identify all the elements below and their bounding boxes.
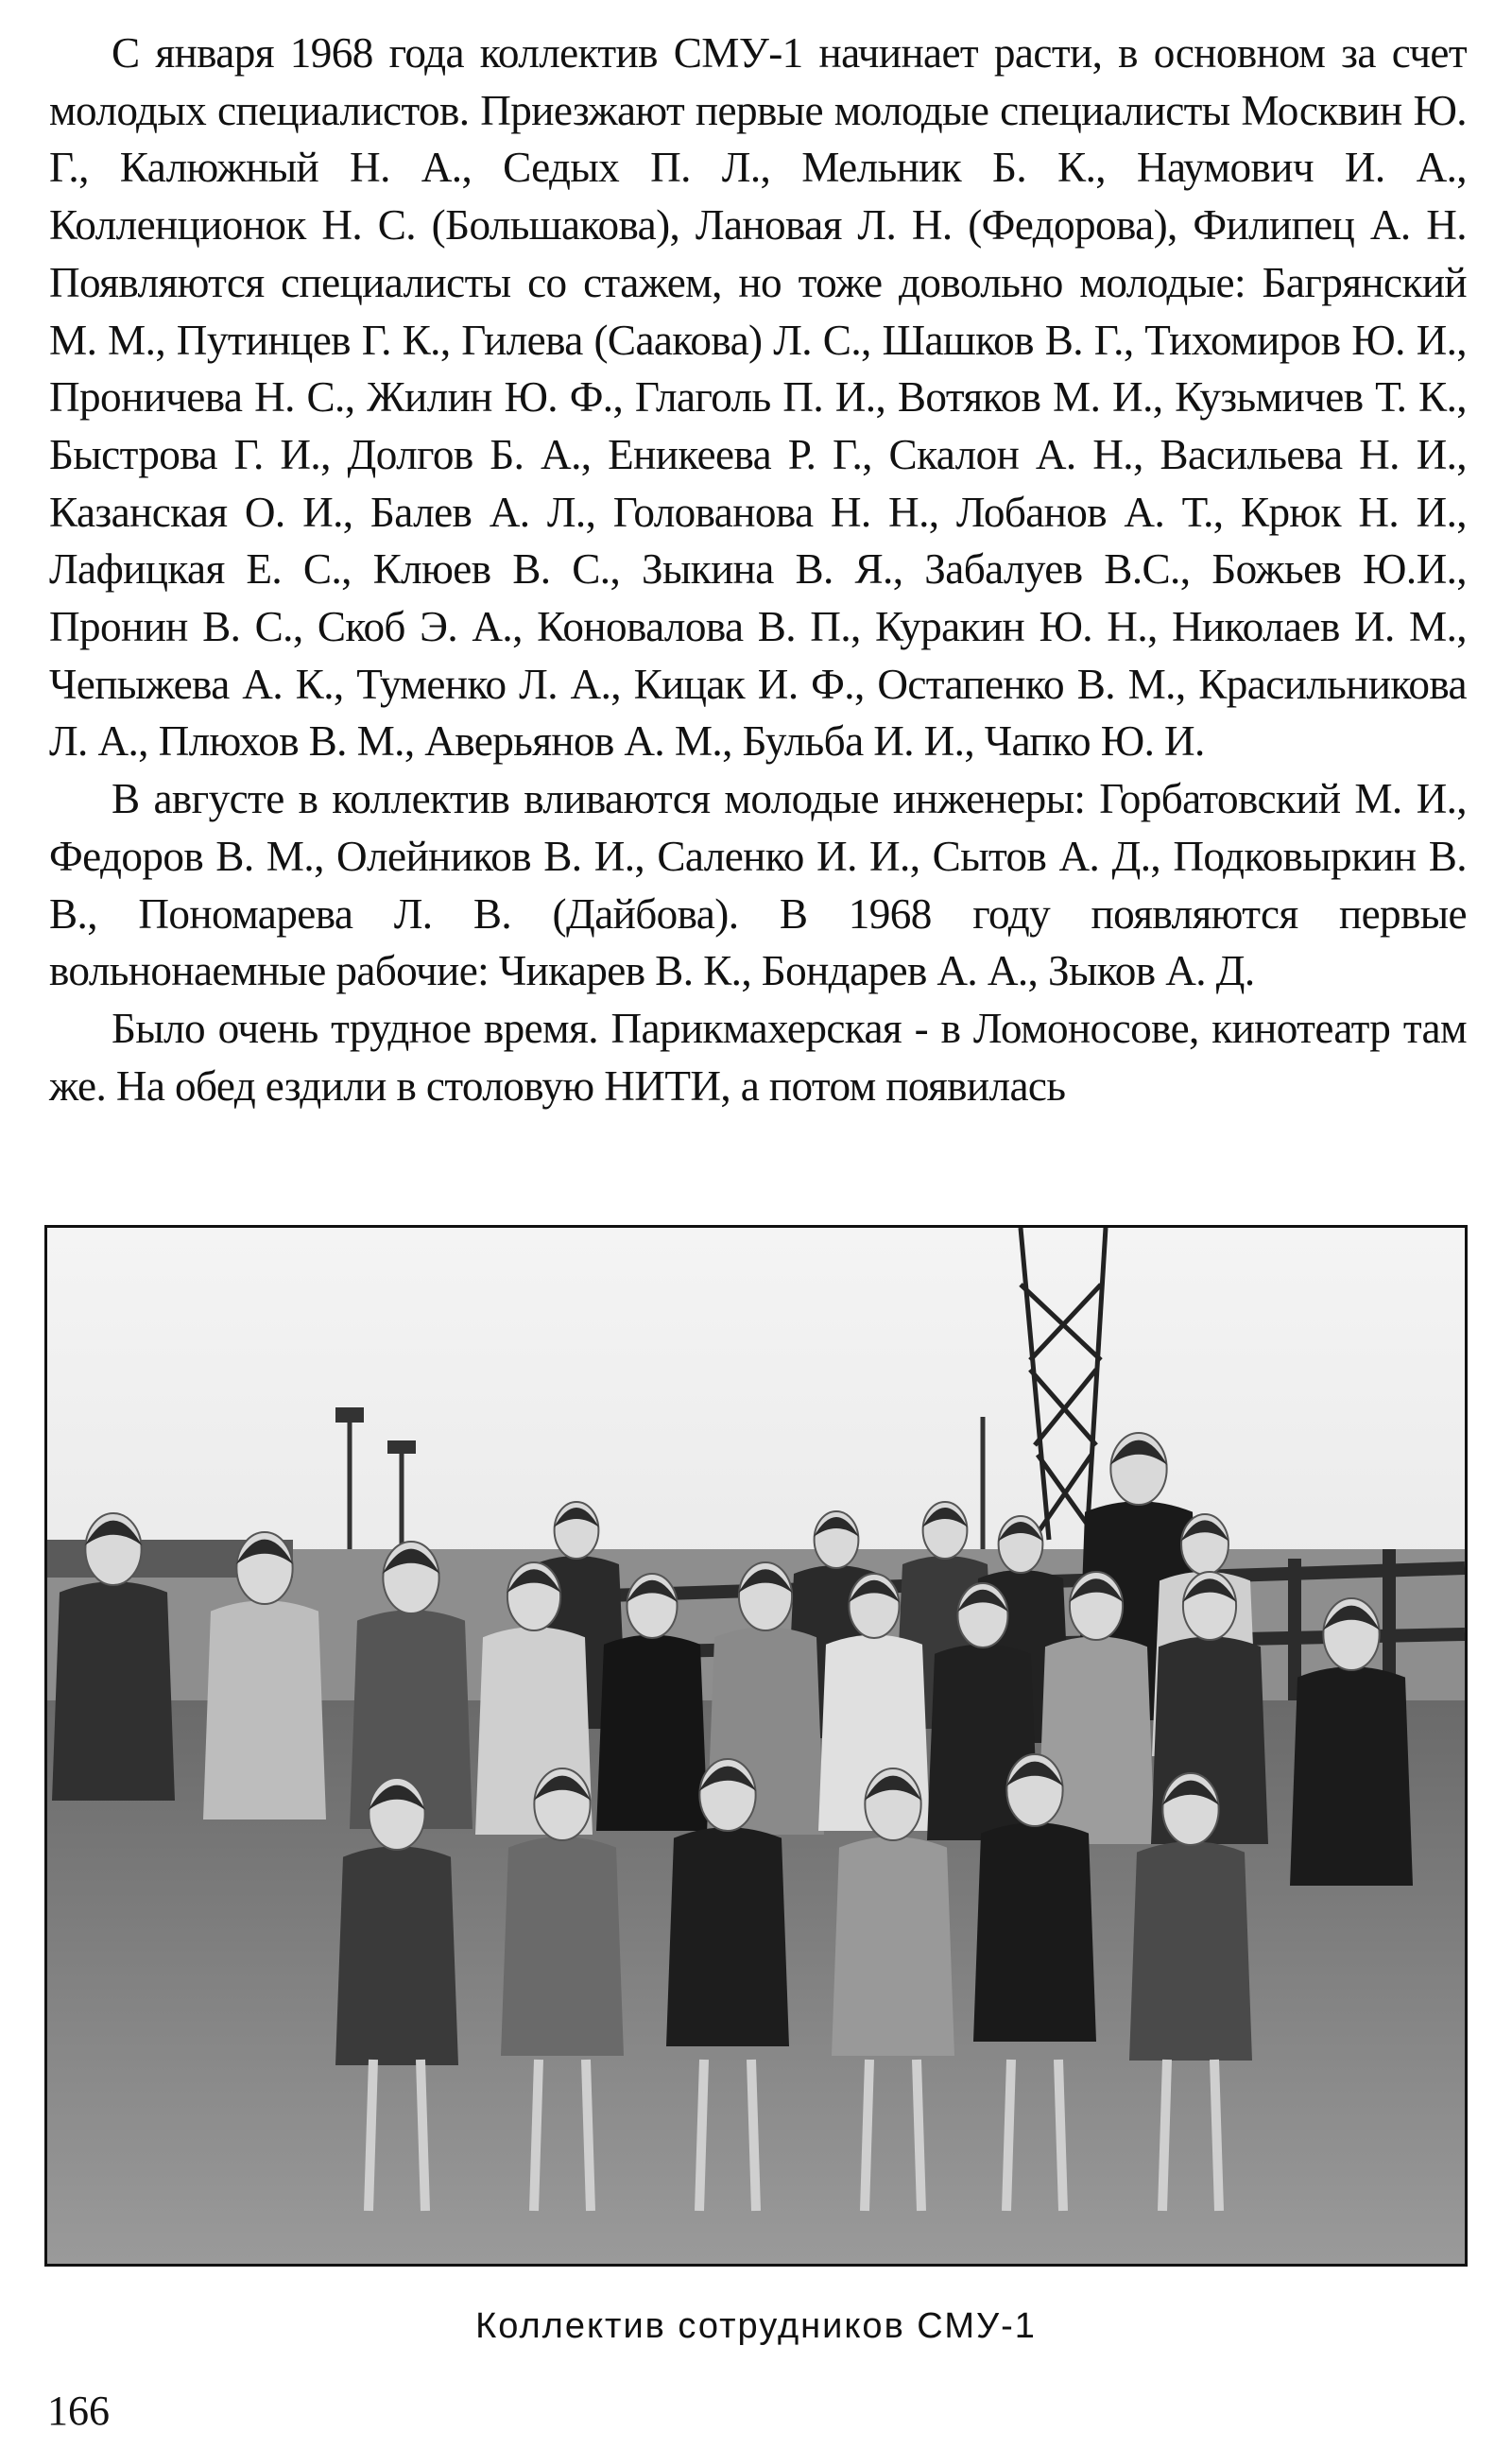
person-body [1290, 1666, 1413, 1886]
group-photo [44, 1225, 1468, 2267]
body-text [49, 25, 1467, 1114]
paragraph-3: Было очень трудное время. Парикмахерская - в Ломоносове, кинотеатр там же. На обед ездили в столовую НИТИ, а потом появилась [49, 1004, 1467, 1110]
paragraph-2: В августе в коллектив вливаются молодые инженеры: Горбатовский М. И., Федоров В. М., Олейников В. И., Саленко И. И., Сытов А. Д., Подковыркин В. В., Пономарева Л. В. (Дайбова). В 1968 году появляются первые вольнонаемные рабочие: Чикарев В. К., Бондарев А. А., Зыков А. Д. [49, 775, 1467, 995]
person-body [596, 1635, 708, 1831]
person-body [335, 1846, 458, 2065]
person-body [501, 1837, 624, 2056]
person-body [973, 1822, 1096, 2042]
person-body [666, 1827, 789, 2046]
paragraph-1: С января 1968 года коллектив СМУ-1 начинает расти, в основном за счет молодых специалистов. Приезжают первые молодые специалисты Москвин Ю. Г., Калюжный Н. А., Седых П. Л., Мельник Б. К., Наумович И. А., Колленционок Н. С. (Большакова), Лановая Л. Н. (Федорова), Филипец А. Н. Появляются специалисты со стажем, но тоже довольно молодые: Багрянский М. М., Путинцев Г. К., Гилева (Саакова) Л. С., Шашков В. Г., Тихомиров Ю. И., Проничева Н. С., Жилин Ю. Ф., Глаголь П. И., Вотяков М. И., Кузьмичев Т. К., Быстрова Г. И., Долгов Б. А., Еникеева Р. Г., Скалон А. Н., Васильева Н. И., Казанская О. И., Балев А. Л., Голованова Н. Н., Лобанов А. Т., Крюк Н. И., Лафицкая Е. С., Клюев В. С., Зыкина В. Я., Забалуев В.С., Божьев Ю.И., Пронин В. С., Скоб Э. А., Коновалова В. П., Куракин Ю. Н., Николаев И. М., Чепыжева А. К., Туменко Л. А., Кицак И. Ф., Остапенко В. М., Красильникова Л. А., Плюхов В. М., Аверьянов А. М., Бульба И. И., Чапко Ю. И. [49, 29, 1467, 766]
photo-caption: Коллектив сотрудников СМУ-1 [475, 2306, 1037, 2346]
person-body [203, 1600, 326, 1820]
person-body [52, 1581, 175, 1801]
person-body [832, 1837, 954, 2056]
person-body [1129, 1841, 1252, 2061]
page-number: 166 [47, 2388, 110, 2434]
